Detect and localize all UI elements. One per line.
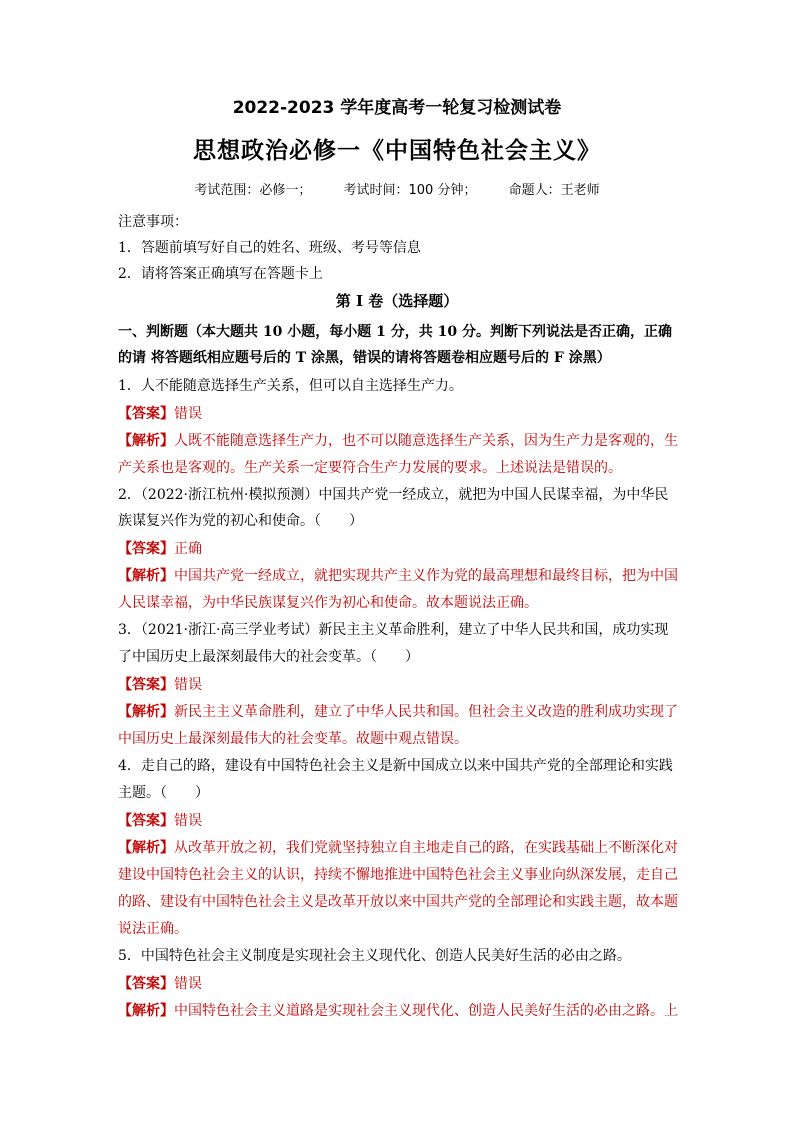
exam-author: 命题人：王老师 xyxy=(508,183,600,198)
question-5-answer: 【答案】错误 xyxy=(118,976,202,992)
question-3-text: 3．（2021·浙江·高三学业考试）新民主主义革命胜利，建立了中华人民共和国，成功实现 xyxy=(118,622,669,638)
volume-title: 第 I 卷（选择题） xyxy=(335,292,459,310)
question-4-analysis-cont: 的路、建设有中国特色社会主义是改革开放以来中国共产党的全部理论和实践主题，故本题 xyxy=(118,894,678,910)
exam-info xyxy=(0,181,794,201)
answer-value: 错误 xyxy=(174,406,202,422)
question-4-analysis-cont: 说法正确。 xyxy=(118,921,188,937)
page-subtitle: 思想政治必修一《中国特色社会主义》 xyxy=(193,137,601,164)
note-item: 1．答题前填写好自己的姓名、班级、考号等信息 xyxy=(118,240,421,256)
question-4-analysis: 【解析】从改革开放之初，我们党就坚持独立自主地走自己的路，在实践基础上不断深化对 xyxy=(118,840,678,856)
question-4-text: 4．走自己的路，建设有中国特色社会主义是新中国成立以来中国共产党的全部理论和实践 xyxy=(118,758,673,774)
question-1-text: 1．人不能随意选择生产关系，但可以自主选择生产力。 xyxy=(118,378,463,394)
answer-tag: 【答案】 xyxy=(118,406,174,422)
notes-heading: 注意事项： xyxy=(118,214,188,230)
question-3-analysis: 【解析】新民主主义革命胜利，建立了中华人民共和国。但社会主义改造的胜利成功实现了 xyxy=(118,704,678,720)
question-2-answer: 【答案】正确 xyxy=(118,541,202,557)
question-2-text: 2．（2022·浙江杭州·模拟预测）中国共产党一经成立，就把为中国人民谋幸福，为中华民 xyxy=(118,487,669,503)
question-2-analysis: 【解析】中国共产党一经成立，就把实现共产主义作为党的最高理想和最终目标，把为中国 xyxy=(118,568,678,584)
question-1-answer xyxy=(118,404,202,424)
note-item: 2．请将答案正确填写在答题卡上 xyxy=(118,266,323,282)
question-3-answer: 【答案】错误 xyxy=(118,677,202,693)
page-title: 2022-2023 学年度高考一轮复习检测试卷 xyxy=(232,98,562,118)
question-4-answer: 【答案】错误 xyxy=(118,813,202,829)
exam-range: 考试范围：必修一； xyxy=(194,183,312,198)
section-instructions-line2: 的请 将答题纸相应题号后的 T 涂黑，错误的请将答题卷相应题号后的 F 涂黑） xyxy=(118,350,611,366)
question-5-analysis: 【解析】中国特色社会主义道路是实现社会主义现代化、创造人民美好生活的必由之路。上 xyxy=(118,1003,678,1019)
question-2-text-cont: 族谋复兴作为党的初心和使命。（ ） xyxy=(118,513,363,529)
question-4-analysis-cont: 建设中国特色社会主义的认识，持续不懈地推进中国特色社会主义事业向纵深发展，走自己 xyxy=(118,867,678,883)
question-4-text-cont: 主题。（ ） xyxy=(118,785,209,801)
question-1-analysis-cont: 产关系也是客观的。生产关系一定要符合生产力发展的要求。上述说法是错误的。 xyxy=(118,460,622,476)
question-1-analysis: 【解析】人既不能随意选择生产力，也不可以随意选择生产关系，因为生产力是客观的，生 xyxy=(118,433,678,449)
exam-time: 考试时间：100 分钟； xyxy=(343,183,477,198)
section-instructions-line1: 一、判断题（本大题共 10 小题，每小题 1 分，共 10 分。判断下列说法是否正确，正确 xyxy=(118,324,672,340)
question-3-analysis-cont: 中国历史上最深刻最伟大的社会变革。故题中观点错误。 xyxy=(118,731,468,747)
question-5-text: 5．中国特色社会主义制度是实现社会主义现代化、创造人民美好生活的必由之路。 xyxy=(118,948,631,964)
analysis-tag: 【解析】 xyxy=(118,433,174,449)
question-3-text-cont: 了中国历史上最深刻最伟大的社会变革。（ ） xyxy=(118,649,419,665)
question-2-analysis-cont: 人民谋幸福，为中华民族谋复兴作为初心和使命。故本题说法正确。 xyxy=(118,595,538,611)
